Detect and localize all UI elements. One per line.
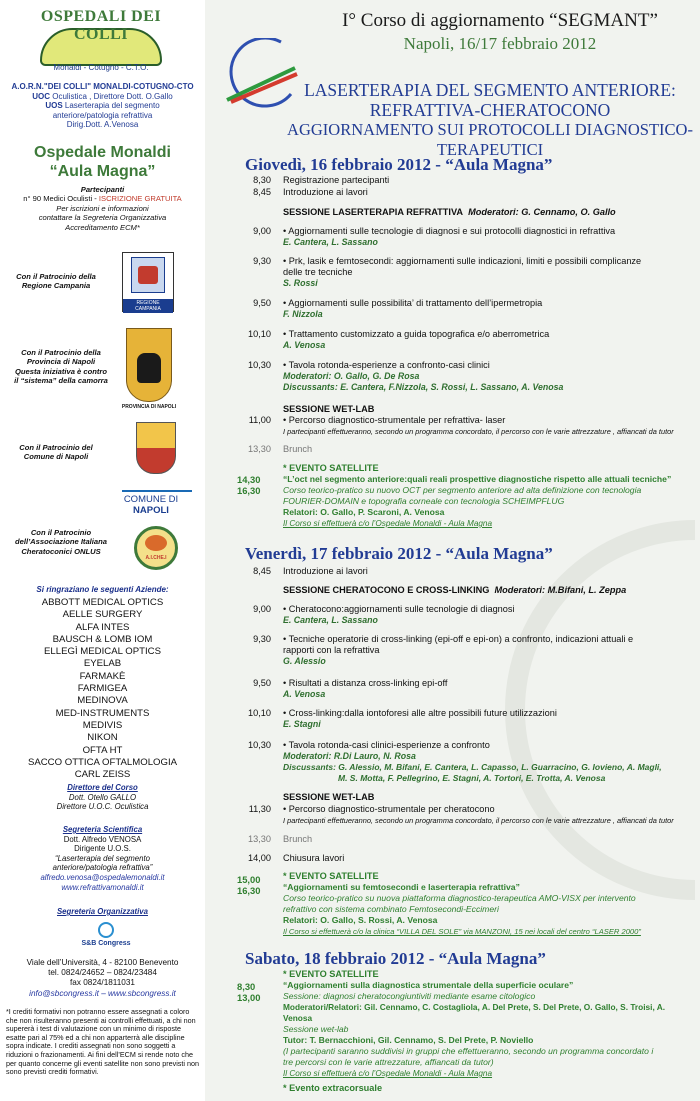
activity: • Risultati a distanza cross-linking epi-off (283, 678, 693, 689)
satellite-desc: Sessione: diagnosi cheratocongiuntiviti mediante esame citologico (283, 991, 536, 1001)
speakers: A. Venosa (283, 689, 326, 699)
scientific-line: “Laserterapia del segmento (55, 853, 150, 863)
participants-block (6, 185, 199, 232)
patronage-line: Con il Patrocinio (30, 528, 92, 537)
participants-title: Partecipanti (80, 185, 125, 194)
hospital-line: “Aula Magna” (49, 163, 156, 180)
topic-line: REFRATTIVA-CHERATOCONO (369, 100, 611, 120)
org-line: Oculistica , Direttore Dott. O.Gallo (50, 91, 173, 101)
free-registration: ISCRIZIONE GRATUITA (98, 194, 182, 204)
program-panel (205, 0, 700, 1101)
org-secretariat (6, 907, 199, 917)
scientific-line: anteriore/patologia refrattiva” (52, 863, 153, 873)
sponsor-item: OFTA HT (82, 744, 123, 756)
time: 10,10 (248, 708, 271, 718)
time: 8,30 (253, 175, 271, 185)
comune-crest-icon (136, 422, 176, 474)
patronage-line: Con il Patrocinio della (16, 272, 96, 281)
director-line: Direttore U.O.C. Oculistica (56, 802, 149, 812)
patronage-line: Con il Patrocinio del (19, 443, 93, 452)
patronage-provincia (6, 348, 116, 386)
time: 13,30 (248, 444, 271, 454)
participants-count: n° 90 Medici Oculisti - (23, 194, 99, 204)
activity: • Trattamento customizzato a guida topografica e/o aberrometrica (283, 329, 693, 340)
time: 13,30 (248, 834, 271, 844)
satellite-note: (I partecipanti saranno suddivisi in gruppi che effettueranno, secondo un programma concordato i (283, 1046, 654, 1056)
sponsor-item: AELLE SURGERY (62, 609, 143, 621)
discussants: M. S. Motta, F. Pellegrino, E. Stagni, A. Tortori, E. Trotta, A. Venosa (338, 773, 606, 783)
red-emblem-icon (138, 266, 158, 284)
aiche-logo (134, 526, 178, 570)
time: 16,30 (237, 885, 261, 896)
eye-icon (145, 535, 167, 551)
fax-line: fax 0824/1811031 (70, 978, 135, 988)
patronage-line: Questa iniziativa è contro (15, 366, 107, 376)
moderators: Moderatori: R.Di Lauro, N. Rosa (283, 751, 416, 761)
activity: • Percorso diagnostico-strumentale per cheratocono (283, 804, 693, 815)
participants-line: contattare la Segreteria Organizzativa (38, 213, 167, 223)
patronage-line: Regione Campania (21, 281, 91, 291)
sb-congress-logo (80, 922, 132, 956)
participants-line: Per iscrizioni e informazioni (56, 203, 149, 213)
wave-icon (122, 478, 192, 492)
satellite-times (237, 874, 260, 896)
director-line: Dott. Otello GALLO (68, 792, 137, 802)
session-title: SESSIONE WET-LAB (283, 404, 375, 414)
topic-line: LASERTERAPIA DEL SEGMENTO ANTERIORE: (304, 80, 676, 100)
day1-title: Giovedì, 16 febbraio 2012 - “Aula Magna” (245, 155, 553, 174)
contact-links[interactable]: info@sbcongress.it – www.sbcongress.it (29, 988, 176, 998)
activity: Brunch (283, 444, 313, 454)
sponsor-item: MED-INSTRUMENTS (55, 707, 150, 719)
time: 9,00 (253, 604, 271, 614)
activity: Brunch (283, 834, 313, 844)
campania-logo-text: REGIONE CAMPANIA (123, 299, 173, 313)
sponsor-list (6, 597, 199, 781)
activity: • Tavola rotonda-esperienze a confronto-casi clinici (283, 360, 693, 371)
activity-cont: rapporti con la refrattiva (283, 645, 380, 655)
scientific-secretariat (6, 825, 199, 892)
time: 10,30 (248, 360, 271, 370)
organization-block (6, 82, 199, 130)
comune-logo-text: COMUNE DI (123, 494, 179, 505)
provincia-logo-text: PROVINCIA DI NAPOLI (121, 404, 177, 410)
time: 9,30 (253, 256, 271, 266)
time: 10,30 (248, 740, 271, 750)
scientific-line: Dirigente U.O.S. (74, 844, 131, 854)
time: 8,30 (237, 981, 256, 992)
discussants: Discussants: G. Alessio, M. Bifani, E. Cantera, L. Capasso, L. Guarracino, G. Iovieno, A. Magli, (283, 762, 662, 772)
director-heading: Direttore del Corso (67, 783, 138, 792)
org-sec-heading: Segreteria Organizzativa (56, 907, 148, 916)
satellite-note: tre percorsi con le varie attrezzature, affiancati da tutor) (283, 1057, 494, 1067)
satellite-heading: * EVENTO SATELLITE (283, 463, 379, 473)
activity: • Prk, lasik e femtosecondi: aggiornamenti sulle indicazioni, limiti e possibili complicanze (283, 256, 693, 267)
activity: Chiusura lavori (283, 853, 345, 863)
satellite-desc: Corso teorico-pratico su nuovo OCT per segmento anteriore ad alta definizione con tecnologia (283, 485, 642, 495)
course-topic (285, 80, 695, 160)
satellite-speakers: Relatori: O. Gallo, P. Scaroni, A. Venosa (283, 507, 445, 517)
satellite-title: “Aggiornamenti su femtosecondi e laserterapia refrattiva” (283, 882, 520, 892)
phone-line: tel. 0824/24652 – 0824/23484 (48, 968, 157, 978)
sponsor-item: CARL ZEISS (74, 769, 131, 781)
sponsor-item: MEDINOVA (77, 695, 128, 707)
org-label: UOS (45, 101, 63, 111)
speakers: E. Stagni (283, 719, 321, 729)
logo-subtitle: Monaldi - Cotugno - C.T.O. (53, 63, 149, 72)
horse-icon (137, 353, 161, 383)
regione-campania-logo (122, 252, 174, 312)
time: 8,45 (253, 566, 271, 576)
provincia-crest-icon (126, 328, 172, 402)
satellite-speakers: Relatori: O. Gallo, S. Rossi, A. Venosa (283, 915, 438, 925)
org-line: Laserterapia del segmento (62, 101, 160, 111)
org-label: UOC (32, 91, 51, 101)
discussants: Discussants: E. Cantera, F.Nizzola, S. Rossi, L. Sassano, A. Venosa (283, 382, 564, 392)
comune-logo-bold: NAPOLI (133, 505, 169, 516)
session-title: SESSIONE LASERTERAPIA REFRATTIVA (283, 207, 464, 217)
satellite-speakers: Moderatori/Relatori: Gil. Cennamo, C. Costagliola, A. Del Prete, S. Del Prete, O. Gallo, S. Troisi, A. Venosa (283, 1002, 666, 1023)
patronage-line: Comune di Napoli (23, 452, 89, 462)
time: 11,30 (248, 804, 271, 814)
address-line: Viale dell’Università, 4 - 82100 Benevento (26, 958, 179, 967)
time: 15,00 (237, 874, 261, 885)
patronage-comune (6, 443, 106, 462)
director-block (6, 783, 199, 812)
satellite-desc: FOURIER-DOMAIN e topografia corneale con tecnologia SCHEIMPFLUG (283, 496, 565, 506)
logo-title: OSPEDALI DEI COLLI (40, 8, 162, 43)
swirl-icon (98, 922, 114, 938)
sponsor-item: FARMIGEA (77, 683, 128, 695)
time: 14,00 (248, 853, 271, 863)
time: 9,50 (253, 678, 271, 688)
speakers: A. Venosa (283, 340, 326, 350)
website-link[interactable]: www.refrattivamonaldi.it (61, 882, 144, 892)
time: 13,00 (237, 992, 261, 1003)
email-link[interactable]: alfredo.venosa@ospedalemonaldi.it (40, 872, 165, 882)
activity: • Tavola rotonda-casi clinici-esperienze a confronto (283, 740, 693, 751)
satellite-location: Il Corso si effettuerà c/o l’Ospedale Monaldi - Aula Magna (283, 519, 493, 528)
sb-logo-text: S&B Congress (81, 940, 131, 947)
speakers: S. Rossi (283, 278, 318, 288)
patronage-line: Cheratoconici ONLUS (21, 546, 101, 556)
satellite-desc: refrattivo con sistema combinato Femtosecondi-Eccimeri (283, 904, 499, 914)
extra-event: * Evento extracorsuale (283, 1083, 383, 1093)
activity: Introduzione ai lavori (283, 566, 368, 576)
time: 9,30 (253, 634, 271, 644)
scientific-line: Dott. Alfredo VENOSA (63, 834, 142, 844)
patronage-campania (6, 272, 106, 291)
session-title: SESSIONE WET-LAB (283, 792, 375, 802)
activity: • Percorso diagnostico-strumentale per refrattiva- laser (283, 415, 693, 426)
comune-logo (106, 494, 196, 516)
moderators: Moderatori: G. Cennamo, O. Gallo (468, 207, 616, 217)
org-line: anteriore/patologia refrattiva (52, 110, 153, 120)
hospital-line: Ospedale Monaldi (34, 144, 171, 161)
topic-line: AGGIORNAMENTO SUI PROTOCOLLI DIAGNOSTICO-TERAPEUTICI (287, 120, 693, 159)
moderators: Moderatori: O. Gallo, G. De Rosa (283, 371, 420, 381)
time: 8,45 (253, 187, 271, 197)
satellite-location: Il Corso si effettuerà c/o l’Ospedale Monaldi - Aula Magna (283, 1069, 493, 1078)
sponsor-item: ABBOTT MEDICAL OPTICS (41, 597, 164, 608)
activity: Registrazione partecipanti (283, 175, 390, 185)
satellite-title: “L’oct nel segmento anteriore:quali reali prospettive diagnostiche rispetto alle attuali tecniche” (283, 474, 672, 484)
satellite-title: “Aggiornamenti sulla diagnostica strumentale della superficie oculare” (283, 980, 574, 990)
activity: Introduzione ai lavori (283, 187, 368, 197)
sidebar (0, 0, 205, 1101)
ospedali-dei-colli-logo (30, 8, 172, 78)
satellite-desc: Corso teorico-pratico su nuova piattaforma diagnostico-terapeutica AMO-VISX per intervento (283, 893, 636, 903)
course-title: I° Corso di aggiornamento “SEGMANT” (342, 10, 658, 31)
sponsor-item: FARMAKÈ (79, 670, 126, 682)
time: 9,00 (253, 226, 271, 236)
day2-title: Venerdì, 17 febbraio 2012 - “Aula Magna” (245, 544, 553, 563)
sponsor-item: ELLEGÌ MEDICAL OPTICS (44, 646, 161, 658)
activity-note: I partecipanti effettueranno, secondo un programma concordato, il percorso con le varie attrezzature , affiancati da tutor (283, 816, 674, 825)
satellite-tutors: Tutor: T. Bernacchioni, Gil. Cennamo, S. Del Prete, P. Noviello (283, 1035, 534, 1045)
patronage-line: Con il Patrocinio della (21, 348, 101, 357)
course-place: Napoli, 16/17 febbraio 2012 (403, 34, 597, 53)
sponsor-item: EYELAB (83, 658, 122, 670)
time: 14,30 (237, 474, 261, 485)
moderators: Moderatori: M.Bifani, L. Zeppa (494, 585, 627, 595)
time: 10,10 (248, 329, 271, 339)
patronage-line: il “sistema” della camorra (14, 376, 108, 386)
sponsor-item: ALFA INTES (75, 621, 130, 633)
sponsor-item: MEDIVIS (82, 719, 123, 731)
org-line: Dirig.Dott. A.Venosa (66, 120, 139, 130)
ecm-footnote: *I crediti formativi non potranno essere assegnati a coloro che non risulteranno presenti ai controlli effettuati, a chi non supererà i test di valutazione con un minimo di risposte esatte pari al 75% ed a chi non apparterrà alle discipline sopra indicate. I crediti assegnati non sono soggetti a riduzioni o frazionamenti. Ai fini dell’ECM si rende noto che per quanto concerne gli eventi satellite non sono previsti non sono previsti crediti formativi. (6, 1007, 199, 1077)
satellite-times (237, 981, 260, 1003)
activity: • Aggiornamenti sulle tecnologie di diagnosi e sui protocolli diagnostici in refrattiva (283, 226, 693, 237)
speakers: E. Cantera, L. Sassano (283, 237, 378, 247)
activity-note: I partecipanti effettueranno, secondo un programma concordato, il percorso con le varie attrezzature , affiancati da tutor (283, 427, 674, 436)
patronage-line: Provincia di Napoli (26, 357, 96, 367)
patronage-aicho (6, 528, 116, 556)
day3-title: Sabato, 18 febbraio 2012 - “Aula Magna” (245, 949, 546, 968)
session-title: SESSIONE CHERATOCONO E CROSS-LINKING (283, 585, 490, 595)
time: 9,50 (253, 298, 271, 308)
satellite-heading: * EVENTO SATELLITE (283, 871, 379, 881)
satellite-times (237, 474, 260, 496)
satellite-location: Il Corso si effettuerà c/o la clinica “VILLA DEL SOLE” via MANZONI, 15 nei locali del centro “LASER 2000” (283, 927, 641, 936)
activity: • Cheratocono:aggiornamenti sulle tecnologie di diagnosi (283, 604, 693, 615)
hospital-name (6, 143, 199, 181)
sponsor-item: BAUSCH & LOMB IOM (52, 633, 153, 645)
scientific-heading: Segreteria Scientifica (62, 825, 143, 834)
speakers: E. Cantera, L. Sassano (283, 615, 378, 625)
aiche-logo-text: A.I.CHE.I (145, 555, 167, 561)
sponsor-item: NIKON (87, 732, 118, 744)
activity: • Tecniche operatorie di cross-linking (epi-off e epi-on) a confronto, indicazioni attuali e (283, 634, 693, 645)
time: 11,00 (248, 415, 271, 425)
patronage-line: dell’Associazione Italiana (14, 537, 107, 547)
satellite-wetlab: Sessione wet-lab (283, 1024, 349, 1034)
activity: • Cross-linking:dalla iontoforesi alle altre possibili future utilizzazioni (283, 708, 693, 719)
activity-cont: delle tre tecniche (283, 267, 353, 277)
activity: • Aggiornamenti sulle possibilita’ di trattamento dell’ipermetropia (283, 298, 693, 309)
speakers: F. Nizzola (283, 309, 323, 319)
campania-shield-icon (131, 257, 165, 293)
org-line: A.O.R.N."DEI COLLI" MONALDI-COTUGNO-CTO (11, 82, 194, 91)
address-block (6, 958, 199, 999)
sponsors-title: Si ringraziano le seguenti Aziende: (36, 585, 169, 594)
sponsor-item: SACCO OTTICA OFTALMOLOGIA (27, 756, 178, 768)
participants-line: Accreditamento ECM* (65, 222, 140, 232)
time: 16,30 (237, 485, 261, 496)
satellite-heading: * EVENTO SATELLITE (283, 969, 379, 979)
speakers: G. Alessio (283, 656, 326, 666)
